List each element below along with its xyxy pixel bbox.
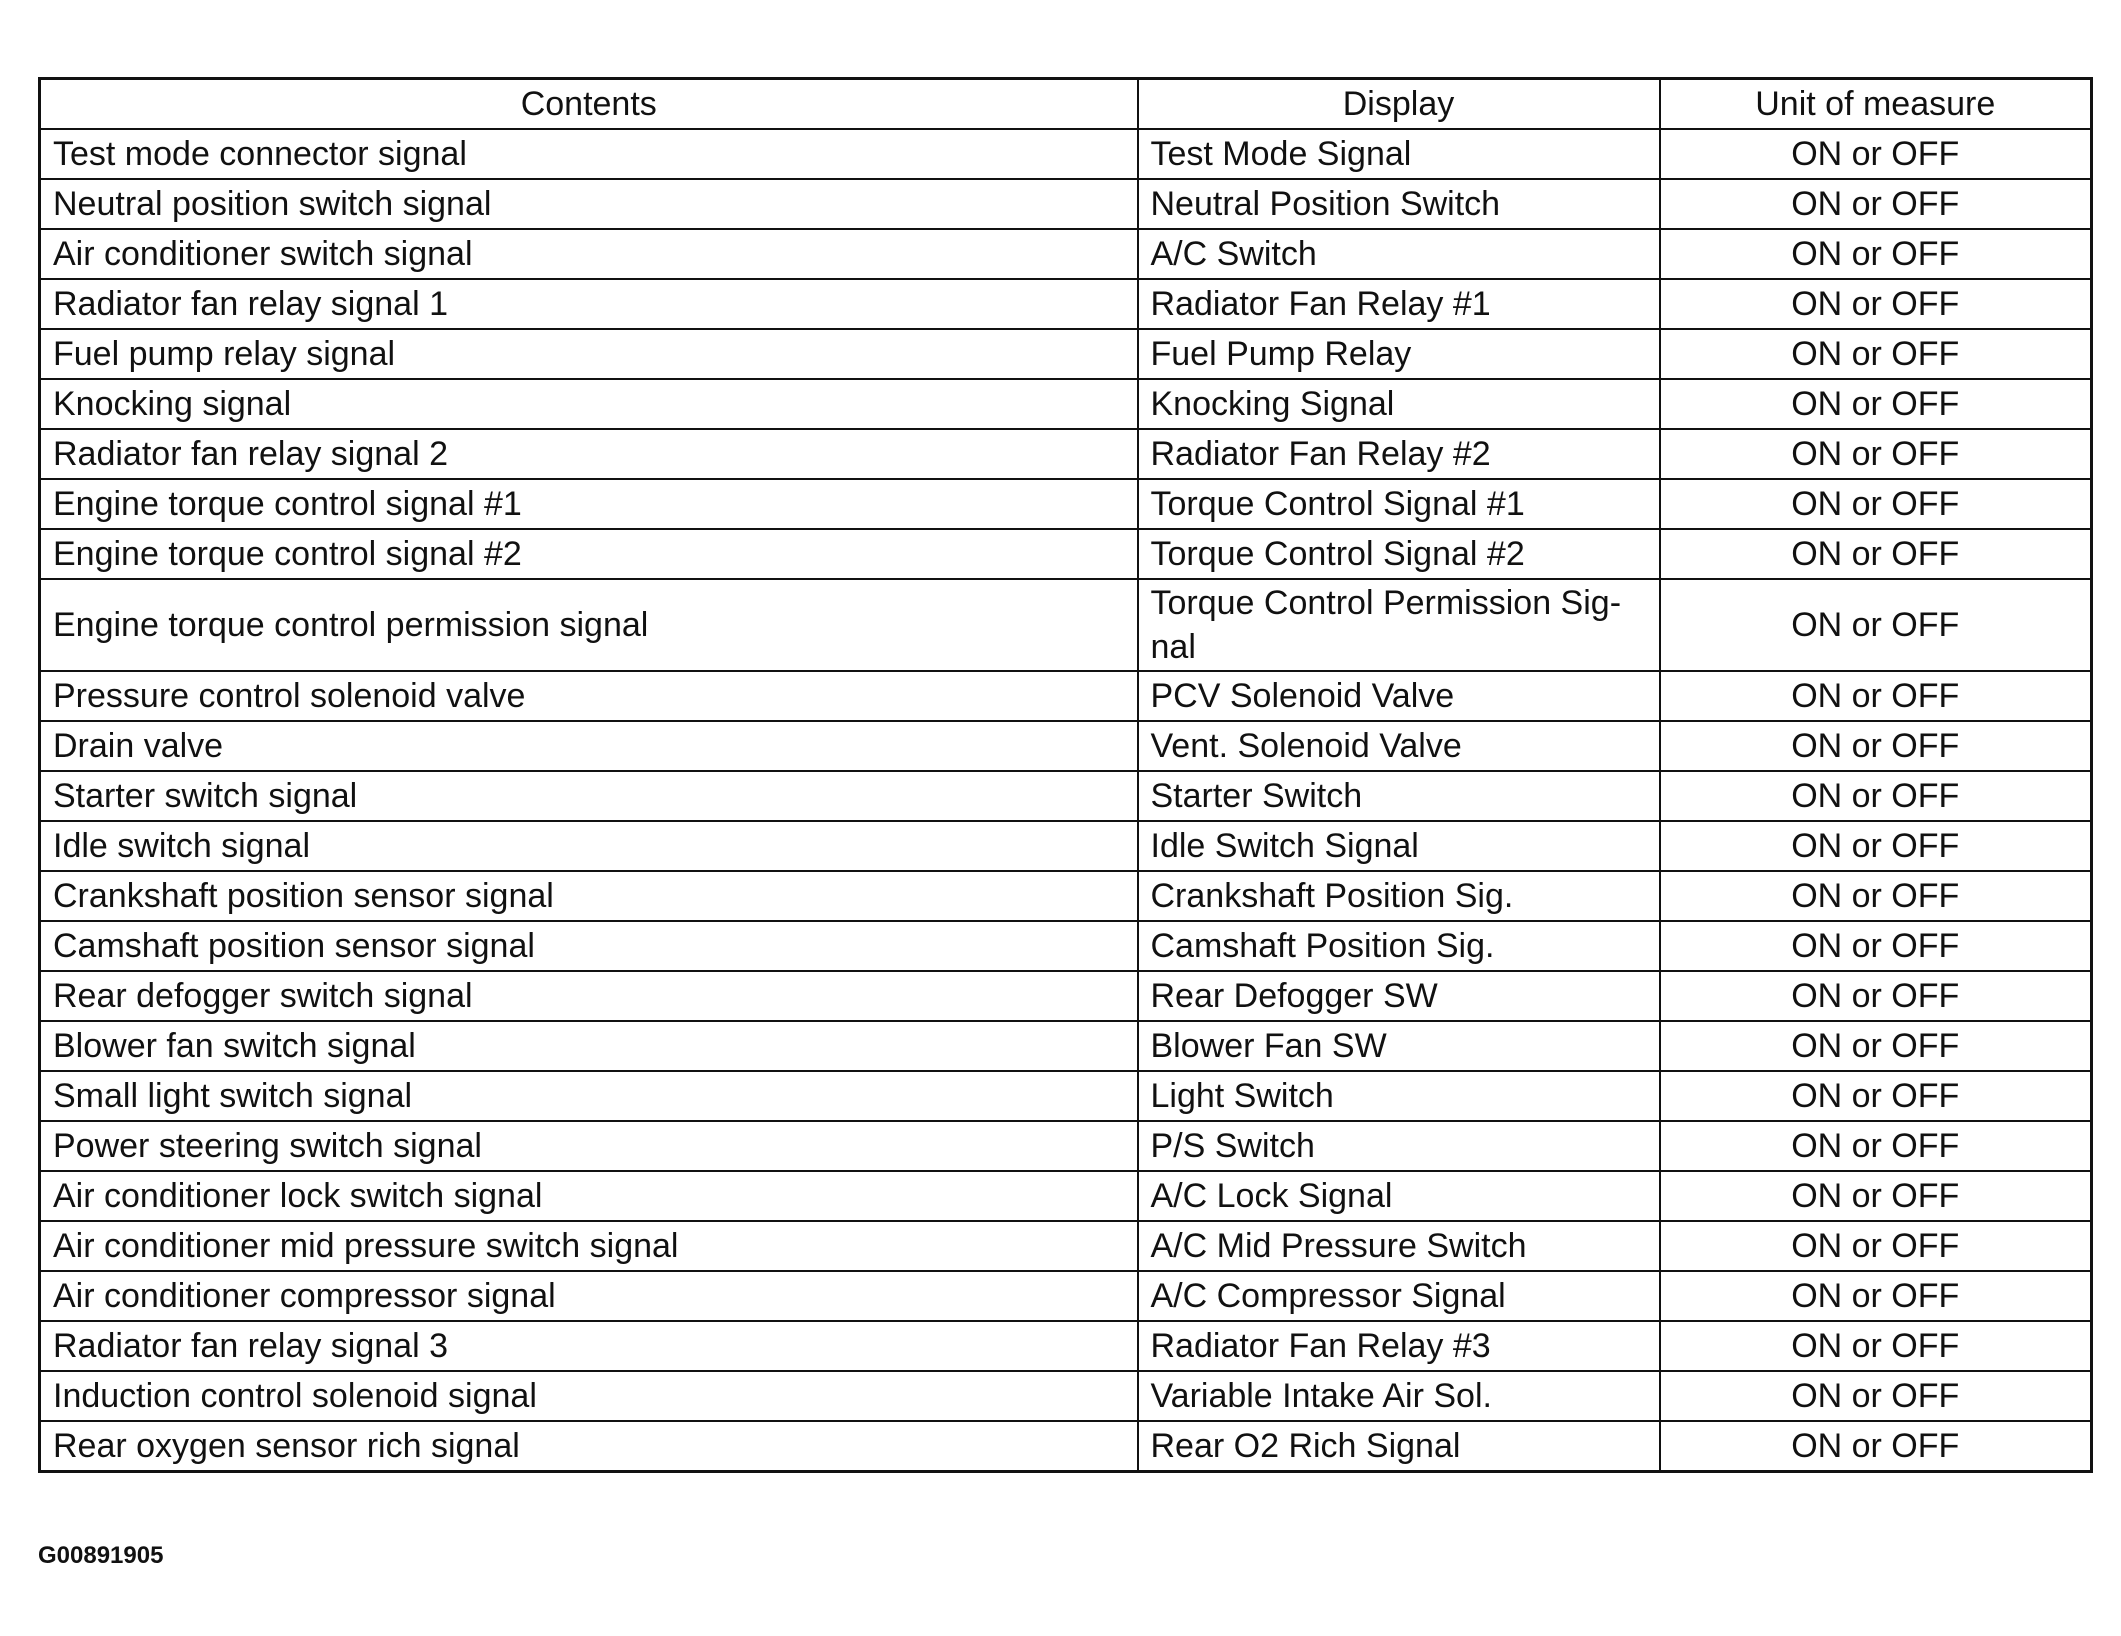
cell-unit: ON or OFF: [1660, 379, 2092, 429]
cell-contents: Air conditioner compressor signal: [40, 1271, 1138, 1321]
cell-unit: ON or OFF: [1660, 871, 2092, 921]
cell-unit: ON or OFF: [1660, 429, 2092, 479]
cell-contents: Blower fan switch signal: [40, 1021, 1138, 1071]
table-row: [40, 229, 2092, 279]
table-row: [40, 821, 2092, 871]
cell-unit: ON or OFF: [1660, 479, 2092, 529]
cell-unit: ON or OFF: [1660, 821, 2092, 871]
cell-display: A/C Lock Signal: [1138, 1171, 1660, 1221]
signal-table: [38, 77, 2093, 1473]
cell-unit: ON or OFF: [1660, 1121, 2092, 1171]
header-display: Display: [1138, 79, 1660, 130]
cell-unit: ON or OFF: [1660, 1321, 2092, 1371]
cell-display: Test Mode Signal: [1138, 129, 1660, 179]
cell-unit: ON or OFF: [1660, 971, 2092, 1021]
table-row: [40, 479, 2092, 529]
cell-contents: Rear defogger switch signal: [40, 971, 1138, 1021]
cell-unit: ON or OFF: [1660, 1271, 2092, 1321]
table-row: [40, 1421, 2092, 1472]
cell-unit: ON or OFF: [1660, 279, 2092, 329]
cell-contents: Engine torque control permission signal: [40, 579, 1138, 671]
cell-contents: Neutral position switch signal: [40, 179, 1138, 229]
cell-contents: Camshaft position sensor signal: [40, 921, 1138, 971]
table-row: [40, 129, 2092, 179]
cell-contents: Rear oxygen sensor rich signal: [40, 1421, 1138, 1472]
cell-unit: ON or OFF: [1660, 579, 2092, 671]
cell-unit: ON or OFF: [1660, 1071, 2092, 1121]
cell-unit: ON or OFF: [1660, 721, 2092, 771]
table-row: [40, 871, 2092, 921]
cell-unit: ON or OFF: [1660, 921, 2092, 971]
cell-contents: Small light switch signal: [40, 1071, 1138, 1121]
cell-display: Variable Intake Air Sol.: [1138, 1371, 1660, 1421]
cell-display: Rear Defogger SW: [1138, 971, 1660, 1021]
table-row: [40, 429, 2092, 479]
table-row: [40, 579, 2092, 671]
table-header-row: [40, 79, 2092, 130]
cell-contents: Drain valve: [40, 721, 1138, 771]
table-row: [40, 379, 2092, 429]
cell-unit: ON or OFF: [1660, 1421, 2092, 1472]
cell-display: Fuel Pump Relay: [1138, 329, 1660, 379]
table-row: [40, 279, 2092, 329]
cell-contents: Pressure control solenoid valve: [40, 671, 1138, 721]
cell-display: Idle Switch Signal: [1138, 821, 1660, 871]
table-row: [40, 1071, 2092, 1121]
table-row: [40, 1221, 2092, 1271]
cell-display: Radiator Fan Relay #3: [1138, 1321, 1660, 1371]
cell-contents: Power steering switch signal: [40, 1121, 1138, 1171]
cell-unit: ON or OFF: [1660, 671, 2092, 721]
cell-unit: ON or OFF: [1660, 179, 2092, 229]
header-contents: Contents: [40, 79, 1138, 130]
cell-display: Radiator Fan Relay #2: [1138, 429, 1660, 479]
table-row: [40, 179, 2092, 229]
cell-display: Torque Control Signal #2: [1138, 529, 1660, 579]
table-row: [40, 529, 2092, 579]
cell-contents: Radiator fan relay signal 1: [40, 279, 1138, 329]
cell-display: Rear O2 Rich Signal: [1138, 1421, 1660, 1472]
cell-contents: Knocking signal: [40, 379, 1138, 429]
cell-contents: Air conditioner lock switch signal: [40, 1171, 1138, 1221]
table-row: [40, 1121, 2092, 1171]
cell-display: Vent. Solenoid Valve: [1138, 721, 1660, 771]
cell-contents: Engine torque control signal #1: [40, 479, 1138, 529]
cell-unit: ON or OFF: [1660, 529, 2092, 579]
cell-display: A/C Switch: [1138, 229, 1660, 279]
cell-contents: Radiator fan relay signal 2: [40, 429, 1138, 479]
table-row: [40, 329, 2092, 379]
cell-contents: Starter switch signal: [40, 771, 1138, 821]
table-row: [40, 771, 2092, 821]
cell-display: A/C Mid Pressure Switch: [1138, 1221, 1660, 1271]
cell-contents: Induction control solenoid signal: [40, 1371, 1138, 1421]
cell-unit: ON or OFF: [1660, 129, 2092, 179]
table-row: [40, 1321, 2092, 1371]
cell-unit: ON or OFF: [1660, 1371, 2092, 1421]
cell-display: Neutral Position Switch: [1138, 179, 1660, 229]
figure-id: G00891905: [38, 1542, 164, 1569]
cell-display: Knocking Signal: [1138, 379, 1660, 429]
table-row: [40, 1171, 2092, 1221]
cell-contents: Air conditioner switch signal: [40, 229, 1138, 279]
cell-display: Blower Fan SW: [1138, 1021, 1660, 1071]
table-body: [40, 129, 2092, 1472]
cell-contents: Idle switch signal: [40, 821, 1138, 871]
cell-display: Radiator Fan Relay #1: [1138, 279, 1660, 329]
cell-display: Crankshaft Position Sig.: [1138, 871, 1660, 921]
cell-contents: Fuel pump relay signal: [40, 329, 1138, 379]
table-row: [40, 1271, 2092, 1321]
cell-unit: ON or OFF: [1660, 1171, 2092, 1221]
cell-display: Light Switch: [1138, 1071, 1660, 1121]
cell-unit: ON or OFF: [1660, 1221, 2092, 1271]
cell-contents: Radiator fan relay signal 3: [40, 1321, 1138, 1371]
cell-unit: ON or OFF: [1660, 1021, 2092, 1071]
cell-unit: ON or OFF: [1660, 771, 2092, 821]
table-row: [40, 1371, 2092, 1421]
table-row: [40, 721, 2092, 771]
cell-contents: Test mode connector signal: [40, 129, 1138, 179]
cell-unit: ON or OFF: [1660, 329, 2092, 379]
table-row: [40, 921, 2092, 971]
cell-contents: Crankshaft position sensor signal: [40, 871, 1138, 921]
table-row: [40, 1021, 2092, 1071]
cell-unit: ON or OFF: [1660, 229, 2092, 279]
table-row: [40, 671, 2092, 721]
cell-display: A/C Compressor Signal: [1138, 1271, 1660, 1321]
cell-display: Camshaft Position Sig.: [1138, 921, 1660, 971]
cell-display: P/S Switch: [1138, 1121, 1660, 1171]
cell-display: Torque Control Permission Sig- nal: [1138, 579, 1660, 671]
header-unit-of-measure: Unit of measure: [1660, 79, 2092, 130]
table-row: [40, 971, 2092, 1021]
cell-contents: Air conditioner mid pressure switch signal: [40, 1221, 1138, 1271]
cell-display: Starter Switch: [1138, 771, 1660, 821]
cell-contents: Engine torque control signal #2: [40, 529, 1138, 579]
cell-display: Torque Control Signal #1: [1138, 479, 1660, 529]
cell-display: PCV Solenoid Valve: [1138, 671, 1660, 721]
